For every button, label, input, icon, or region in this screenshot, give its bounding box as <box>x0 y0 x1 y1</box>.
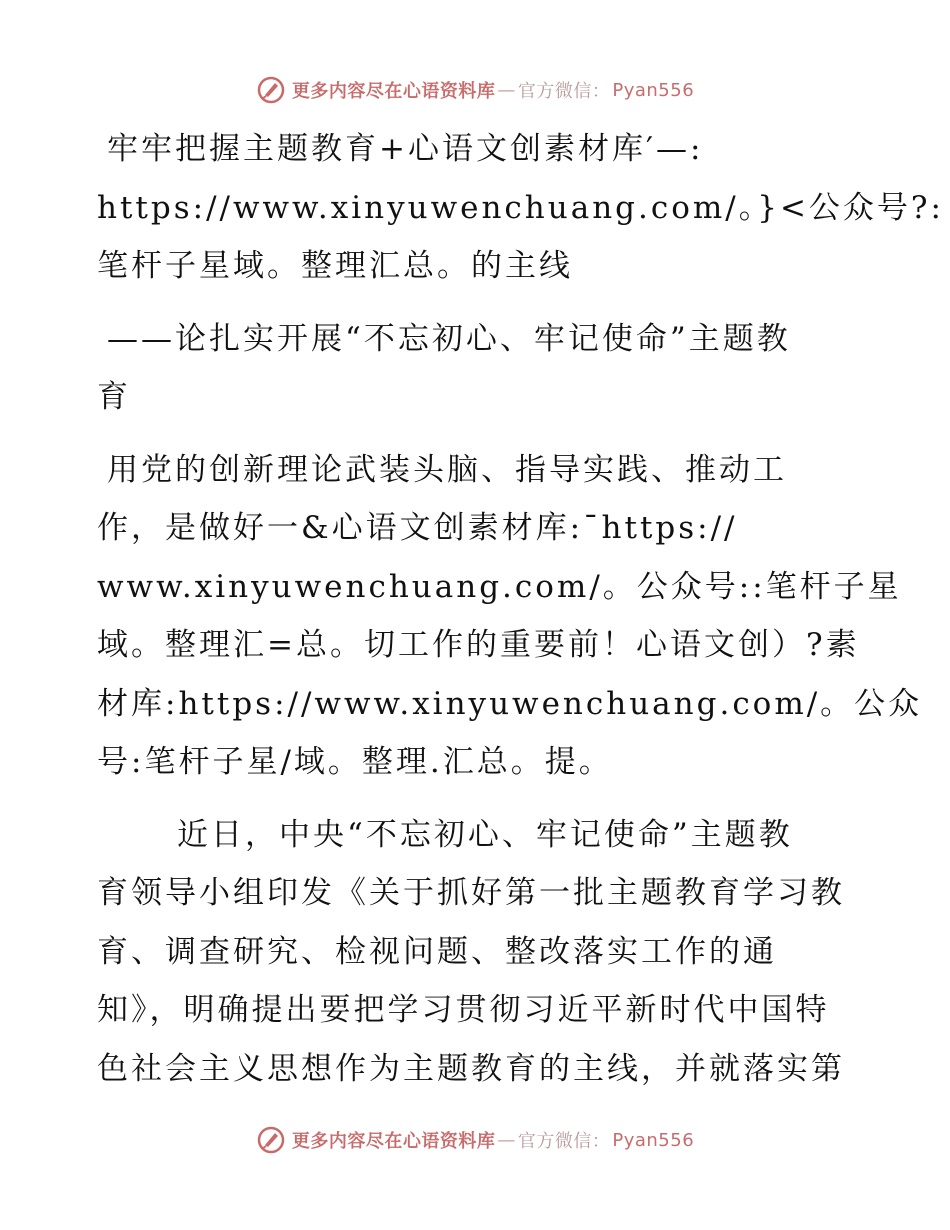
paragraph-line: 色社会主义思想作为主题教育的主线，并就落实第 <box>97 1050 845 1087</box>
paragraph-line: 近日，中央“不忘初心、牢记使命”主题教 <box>177 816 793 853</box>
watermark-contact-id: Pyan556 <box>612 1129 695 1151</box>
paragraph-line: 知》，明确提出要把学习贯彻习近平新时代中国特 <box>97 992 830 1028</box>
paragraph-line: 号:笔杆子星/域。整理.汇总。提。 <box>97 744 613 780</box>
paragraph-line: 作，是做好一&心语文创素材库:¯https:// <box>97 510 738 546</box>
watermark-contact-label: 官方微信： <box>517 81 611 102</box>
paragraph-2 <box>97 806 857 1099</box>
watermark-brand-text: 更多内容尽在心语资料库 <box>291 81 496 102</box>
brand-logo-icon <box>256 1125 286 1155</box>
document-title <box>97 120 944 296</box>
paragraph-line: 域。整理汇=总。切工作的重要前！心语文创）?素 <box>97 627 860 663</box>
title-line: 牢牢把握主题教育+心语文创素材库′—: <box>107 131 704 167</box>
paragraph-line: www.xinyuwenchuang.com/。公众号::笔杆子星 <box>97 568 902 605</box>
title-line: 笔杆子星域。整理汇总。的主线 <box>97 248 573 284</box>
paragraph-line: 材库:https://www.xinyuwenchuang.com/。公众 <box>97 685 923 722</box>
watermark-contact-id: Pyan556 <box>612 79 695 101</box>
document-subtitle <box>97 310 857 427</box>
header-watermark <box>0 70 950 110</box>
paragraph-line: 育、调查研究、检视问题、整改落实工作的通 <box>97 933 777 970</box>
brand-logo-icon <box>256 75 286 105</box>
watermark-brand-text: 更多内容尽在心语资料库 <box>291 1131 496 1152</box>
watermark-contact-label: 官方微信： <box>517 1131 611 1152</box>
paragraph-1 <box>97 441 923 792</box>
document-body <box>97 120 944 1112</box>
subtitle-line: ——论扎实开展“不忘初心、牢记使命”主题教 <box>107 320 791 357</box>
watermark-separator: — <box>497 79 516 101</box>
footer-watermark <box>0 1120 950 1160</box>
paragraph-line: 育领导小组印发《关于抓好第一批主题教育学习教 <box>97 875 845 911</box>
watermark-separator: — <box>497 1129 516 1151</box>
title-line: https://www.xinyuwenchuang.com/。}<公众号?: <box>97 189 944 226</box>
subtitle-line: 育 <box>97 379 131 415</box>
paragraph-line: 用党的创新理论武装头脑、指导实践、推动工 <box>107 451 787 488</box>
